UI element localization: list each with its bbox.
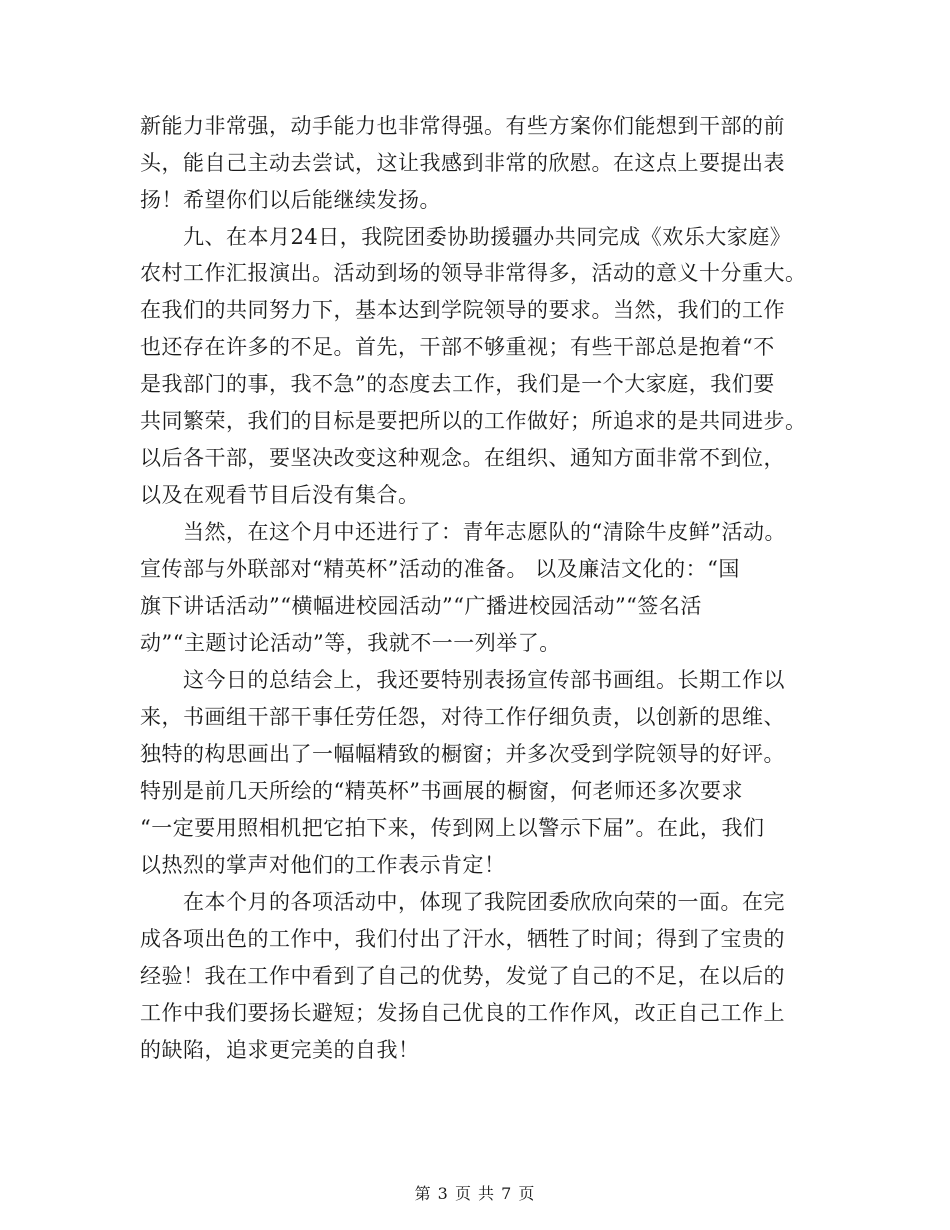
text-line: 独特的构思画出了一幅幅精致的橱窗；并多次受到学院领导的好评。 <box>140 742 785 766</box>
text-line: 在本个月的各项活动中，体现了我院团委欣欣向荣的一面。在完 <box>140 890 785 914</box>
text-line: 特别是前几天所绘的“精英杯”书画展的橱窗，何老师还多次要求 <box>140 779 743 803</box>
text-line: 新能力非常强，动手能力也非常得强。有些方案你们能想到干部的前 <box>140 114 785 138</box>
text-line: 这今日的总结会上，我还要特别表扬宣传部书画组。长期工作以 <box>140 668 785 692</box>
text-line: 以热烈的掌声对他们的工作表示肯定！ <box>140 853 506 877</box>
text-line: “一定要用照相机把它拍下来，传到网上以警示下届”。在此，我们 <box>140 816 765 840</box>
text-line: 在我们的共同努力下，基本达到学院领导的要求。当然，我们的工作 <box>140 298 785 322</box>
text-line: 成各项出色的工作中，我们付出了汗水，牺牲了时间；得到了宝贵的 <box>140 927 785 951</box>
text-line: 宣传部与外联部对“精英杯”活动的准备。 以及廉洁文化的：“国 <box>140 557 740 581</box>
text-line: 以后各干部，要坚决改变这种观念。在组织、通知方面非常不到位， <box>140 446 785 470</box>
text-line: 来，书画组干部干事任劳任怨，对待工作仔细负责，以创新的思维、 <box>140 705 785 729</box>
text-line: 农村工作汇报演出。活动到场的领导非常得多，活动的意义十分重大。 <box>140 261 807 285</box>
text-line: 当然，在这个月中还进行了：青年志愿队的“清除牛皮鲜”活动。 <box>140 520 786 544</box>
text-line: 工作中我们要扬长避短；发扬自己优良的工作作风，改正自己工作上 <box>140 1001 785 1025</box>
text-line: 动”“主题讨论活动”等，我就不一一列举了。 <box>140 631 561 655</box>
text-line: 头，能自己主动去尝试，这让我感到非常的欣慰。在这点上要提出表 <box>140 151 785 175</box>
text-line: 以及在观看节目后没有集合。 <box>140 483 420 507</box>
text-line: 经验！我在工作中看到了自己的优势，发觉了自己的不足，在以后的 <box>140 964 785 988</box>
text-line: 扬！希望你们以后能继续发扬。 <box>140 188 441 212</box>
text-line: 的缺陷，追求更完美的自我！ <box>140 1038 420 1062</box>
text-line: 旗下讲话活动”“横幅进校园活动”“广播进校园活动”“签名活 <box>140 594 702 618</box>
text-line: 也还存在许多的不足。首先，干部不够重视；有些干部总是抱着“不 <box>140 335 775 359</box>
page-number-footer: 第 3 页 共 7 页 <box>414 1184 536 1203</box>
text-line: 是我部门的事，我不急”的态度去工作，我们是一个大家庭，我们要 <box>140 372 775 396</box>
text-line: 共同繁荣，我们的目标是要把所以的工作做好；所追求的是共同进步。 <box>140 409 807 433</box>
text-line: 九、在本月24日，我院团委协助援疆办共同完成《欢乐大家庭》 <box>140 225 792 249</box>
